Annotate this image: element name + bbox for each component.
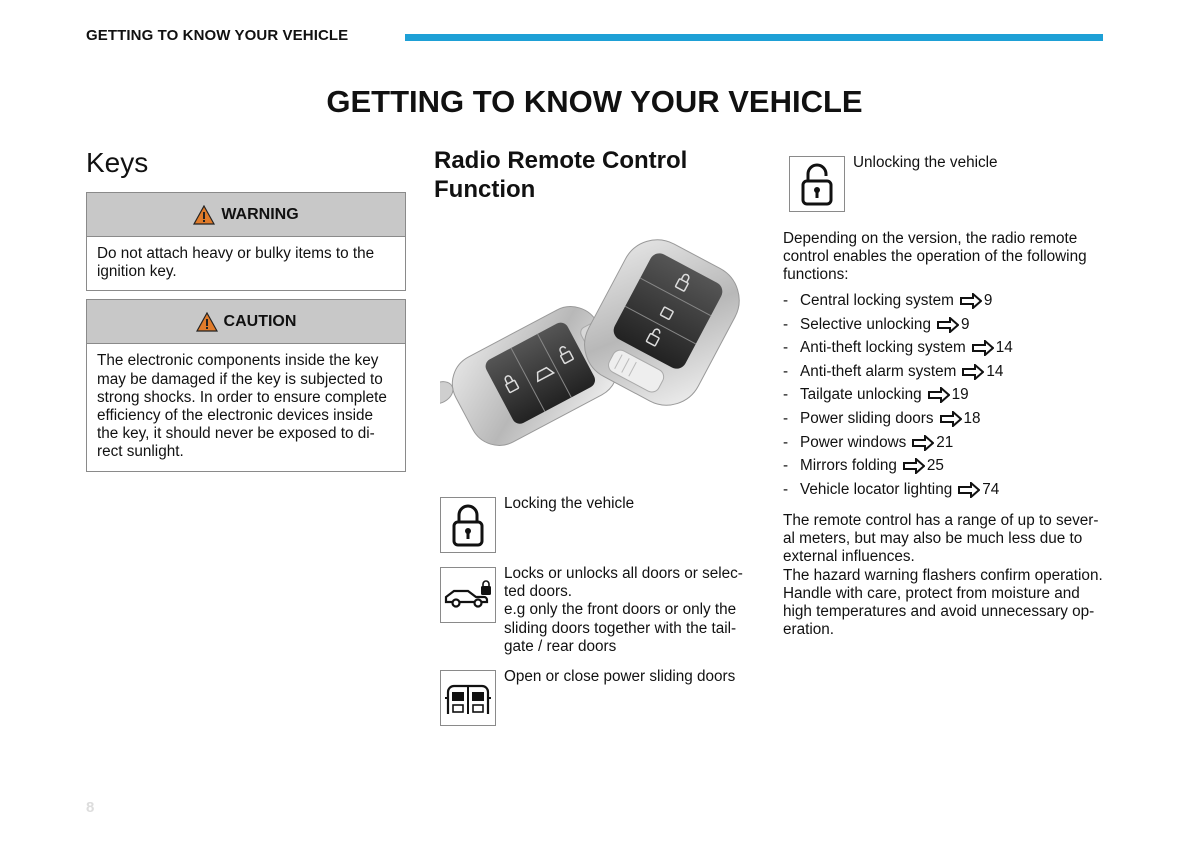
page-reference-arrow-icon xyxy=(903,458,925,474)
icon-item-line: sliding doors together with the tail- xyxy=(504,619,737,637)
function-page-ref[interactable]: 19 xyxy=(951,386,969,404)
caution-line: strong shocks. In order to ensure complete xyxy=(97,388,387,406)
icon-box xyxy=(440,670,496,726)
function-item xyxy=(783,410,1103,434)
sliding-doors-icon xyxy=(445,678,491,718)
icon-box xyxy=(440,497,496,553)
function-item xyxy=(783,316,1103,340)
icon-item-line: ted doors. xyxy=(504,583,573,601)
caution-label: CAUTION xyxy=(223,312,297,330)
function-page-ref[interactable]: 21 xyxy=(936,433,954,451)
list-dash: - xyxy=(783,433,789,451)
icon-item-text: Locking the vehicle xyxy=(504,495,635,512)
function-item xyxy=(783,457,1103,481)
function-page-ref[interactable]: 74 xyxy=(982,480,1000,498)
functions-list xyxy=(783,292,1103,504)
intro-line: functions: xyxy=(783,266,849,284)
list-dash: - xyxy=(783,339,789,357)
page-reference-arrow-icon xyxy=(928,387,950,403)
list-dash: - xyxy=(783,409,789,427)
intro-line: control enables the operation of the following xyxy=(783,248,1087,266)
function-page-ref[interactable]: 14 xyxy=(995,339,1013,357)
function-label: Tailgate unlocking xyxy=(800,386,922,404)
unlock-icon-box xyxy=(789,156,845,212)
page-reference-arrow-icon xyxy=(962,364,984,380)
icon-box xyxy=(440,567,496,623)
function-item xyxy=(783,386,1103,410)
outro-line: eration. xyxy=(783,621,835,639)
warning-header xyxy=(87,193,405,237)
car-selective-unlock-icon xyxy=(443,580,493,610)
page-reference-arrow-icon xyxy=(940,411,962,427)
caution-line: The electronic components inside the key xyxy=(97,352,379,370)
caution-box xyxy=(86,299,406,471)
function-item xyxy=(783,339,1103,363)
warning-triangle-icon xyxy=(193,205,215,225)
function-label: Anti-theft locking system xyxy=(800,339,966,357)
outro-line: The remote control has a range of up to sever- xyxy=(783,512,1099,529)
function-item xyxy=(783,434,1103,458)
list-dash: - xyxy=(783,315,789,333)
caution-triangle-icon xyxy=(196,312,218,332)
keys-heading: Keys xyxy=(86,147,149,178)
running-header: GETTING TO KNOW YOUR VEHICLE xyxy=(86,27,349,44)
page-title: GETTING TO KNOW YOUR VEHICLE xyxy=(326,84,863,119)
page-reference-arrow-icon xyxy=(960,293,982,309)
list-dash: - xyxy=(783,480,789,498)
function-page-ref[interactable]: 9 xyxy=(983,292,993,309)
warning-box xyxy=(86,192,406,291)
intro-line: Depending on the version, the radio remote xyxy=(783,230,1078,247)
function-label: Selective unlocking xyxy=(800,315,931,333)
page-reference-arrow-icon xyxy=(972,340,994,356)
outro-line: The hazard warning flashers confirm operation. xyxy=(783,566,1103,584)
function-page-ref[interactable]: 14 xyxy=(986,362,1004,380)
list-dash: - xyxy=(783,457,789,475)
caution-line: the key, it should never be exposed to di- xyxy=(97,425,375,443)
padlock-open-icon xyxy=(800,162,834,206)
radio-remote-heading-line1: Radio Remote Control xyxy=(434,147,688,174)
warning-label: WARNING xyxy=(221,205,299,223)
function-label: Vehicle locator lighting xyxy=(800,480,953,498)
page-reference-arrow-icon xyxy=(937,317,959,333)
caution-line: rect sunlight. xyxy=(97,443,184,461)
caution-line: may be damaged if the key is subjected to xyxy=(97,370,383,388)
function-item xyxy=(783,363,1103,387)
function-item xyxy=(783,481,1103,505)
list-dash: - xyxy=(783,362,789,380)
list-dash: - xyxy=(783,386,789,404)
outro-line: high temperatures and avoid unnecessary op- xyxy=(783,603,1095,621)
warning-text: Do not attach heavy or bulky items to the ignition key. xyxy=(97,245,375,281)
outro-line: external influences. xyxy=(783,548,915,566)
function-item xyxy=(783,292,1103,316)
caution-text xyxy=(87,344,405,470)
key-fobs-illustration xyxy=(440,226,760,466)
caution-header xyxy=(87,300,405,344)
outro-line: al meters, but may also be much less due to xyxy=(783,530,1083,548)
keys-section xyxy=(86,146,406,480)
icon-item-text: Open or close power sliding doors xyxy=(504,668,736,685)
outro-line: Handle with care, protect from moisture and xyxy=(783,584,1080,602)
radio-remote-section xyxy=(434,146,754,204)
function-page-ref[interactable]: 25 xyxy=(926,457,944,475)
radio-remote-heading-line2: Function xyxy=(434,176,536,203)
icon-item-text xyxy=(504,565,754,656)
function-page-ref[interactable]: 9 xyxy=(960,315,970,333)
page-number: 8 xyxy=(86,799,95,816)
outro-paragraph xyxy=(783,512,1103,639)
function-label: Power sliding doors xyxy=(800,409,934,427)
list-dash: - xyxy=(783,292,789,309)
caution-line: efficiency of the electronic devices inside xyxy=(97,407,374,425)
padlock-closed-icon xyxy=(451,503,485,547)
function-label: Central locking system xyxy=(800,292,954,309)
function-page-ref[interactable]: 18 xyxy=(963,409,981,427)
icon-item-line: gate / rear doors xyxy=(504,637,617,655)
function-label: Anti-theft alarm system xyxy=(800,362,957,380)
icon-item-line: Locks or unlocks all doors or selec- xyxy=(504,565,743,582)
intro-paragraph xyxy=(783,230,1103,285)
unlock-label: Unlocking the vehicle xyxy=(853,154,998,171)
page-reference-arrow-icon xyxy=(912,435,934,451)
function-label: Mirrors folding xyxy=(800,457,897,475)
function-label: Power windows xyxy=(800,433,907,451)
header-accent-bar xyxy=(405,34,1103,41)
page-reference-arrow-icon xyxy=(958,482,980,498)
icon-item-line: e.g only the front doors or only the xyxy=(504,601,737,619)
